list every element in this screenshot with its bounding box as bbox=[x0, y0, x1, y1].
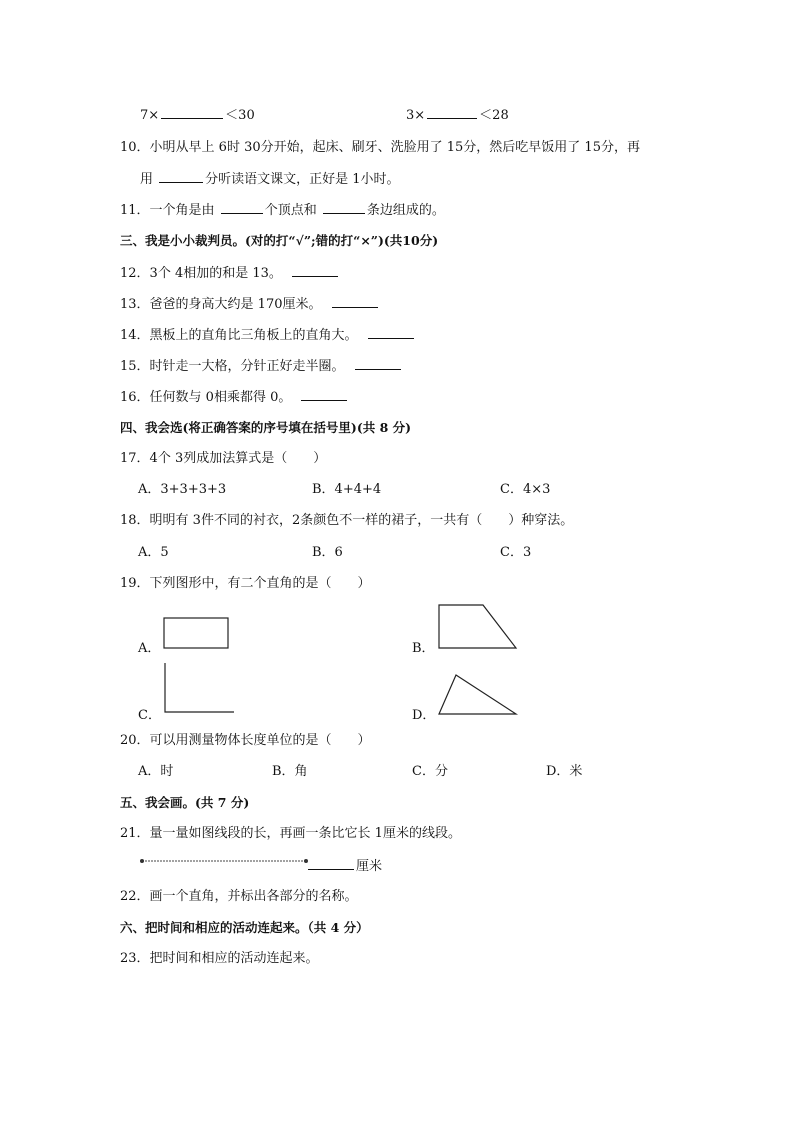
q23: 23．把时间和相应的活动连起来。 bbox=[120, 951, 319, 966]
q19-option-c[interactable]: C． bbox=[138, 708, 161, 723]
q20-option-c[interactable]: C．分 bbox=[412, 764, 448, 779]
q17-option-b[interactable]: B．4+4+4 bbox=[312, 482, 382, 497]
section-6-title: 六、把时间和相应的活动连起来。（共 4 分） bbox=[120, 920, 369, 935]
line-segment-figure bbox=[138, 854, 310, 868]
q19: 19．下列图形中，有二个直角的是（ ） bbox=[120, 576, 371, 591]
answer-blank[interactable] bbox=[427, 106, 477, 119]
q19-option-b[interactable]: B． bbox=[412, 641, 435, 656]
q14: 14．黑板上的直角比三角板上的直角大。 bbox=[120, 326, 416, 345]
q20-option-a[interactable]: A．时 bbox=[138, 764, 174, 779]
q10-line2: 用 分听读语文课文，正好是 1小时。 bbox=[140, 172, 400, 187]
q12: 12．3个 4相加的和是 13。 bbox=[120, 264, 340, 283]
answer-blank[interactable] bbox=[355, 357, 401, 370]
q15: 15．时针走一大格，分针正好走半圈。 bbox=[120, 357, 403, 376]
q21: 21．量一量如图线段的长，再画一条比它长 1厘米的线段。 bbox=[120, 826, 461, 841]
q9-right: 3× ＜28 bbox=[406, 108, 509, 123]
q18-option-b[interactable]: B．6 bbox=[312, 545, 343, 560]
answer-blank[interactable] bbox=[308, 857, 354, 870]
rectangle-figure bbox=[160, 615, 232, 651]
answer-blank[interactable] bbox=[221, 201, 263, 214]
q11: 11．一个角是由 个顶点和 条边组成的。 bbox=[120, 203, 445, 218]
q18-option-a[interactable]: A．5 bbox=[138, 545, 169, 560]
answer-blank[interactable] bbox=[368, 326, 414, 339]
q17-option-a[interactable]: A．3+3+3+3 bbox=[138, 482, 227, 497]
q10-line1: 10．小明从早上 6时 30分开始，起床、刷牙、洗脸用了 15分，然后吃早饭用了 15分，再 bbox=[120, 140, 640, 155]
answer-blank[interactable] bbox=[301, 388, 347, 401]
q19-option-d[interactable]: D． bbox=[412, 708, 436, 723]
q9-left: 7× ＜30 bbox=[140, 108, 255, 123]
q21-answer: 厘米 bbox=[308, 857, 382, 876]
q20-option-d[interactable]: D．米 bbox=[546, 764, 583, 779]
q13: 13．爸爸的身高大约是 170厘米。 bbox=[120, 295, 380, 314]
q20: 20．可以用测量物体长度单位的是（ ） bbox=[120, 733, 371, 748]
q17-option-c[interactable]: C．4×3 bbox=[500, 482, 551, 497]
section-4-title: 四、我会选(将正确答案的序号填在括号里)(共 8 分) bbox=[120, 420, 412, 435]
answer-blank[interactable] bbox=[323, 201, 365, 214]
triangle-figure bbox=[436, 670, 520, 718]
answer-blank[interactable] bbox=[159, 170, 203, 183]
trapezoid-figure bbox=[436, 602, 520, 652]
q18: 18．明明有 3件不同的衬衣，2条颜色不一样的裙子，一共有（ ）种穿法。 bbox=[120, 513, 574, 528]
section-3-title: 三、我是小小裁判员。(对的打“√”;错的打“×”)(共10分) bbox=[120, 233, 439, 248]
q16: 16．任何数与 0相乘都得 0。 bbox=[120, 388, 349, 407]
q17: 17．4个 3列成加法算式是（ ） bbox=[120, 451, 327, 466]
q18-option-c[interactable]: C．3 bbox=[500, 545, 532, 560]
q19-option-a[interactable]: A． bbox=[138, 641, 161, 656]
answer-blank[interactable] bbox=[292, 264, 338, 277]
q20-option-b[interactable]: B．角 bbox=[272, 764, 308, 779]
answer-blank[interactable] bbox=[332, 295, 378, 308]
answer-blank[interactable] bbox=[161, 106, 223, 119]
section-5-title: 五、我会画。(共 7 分) bbox=[120, 795, 250, 810]
q22: 22．画一个直角，并标出各部分的名称。 bbox=[120, 889, 358, 904]
right-angle-figure bbox=[160, 660, 238, 716]
